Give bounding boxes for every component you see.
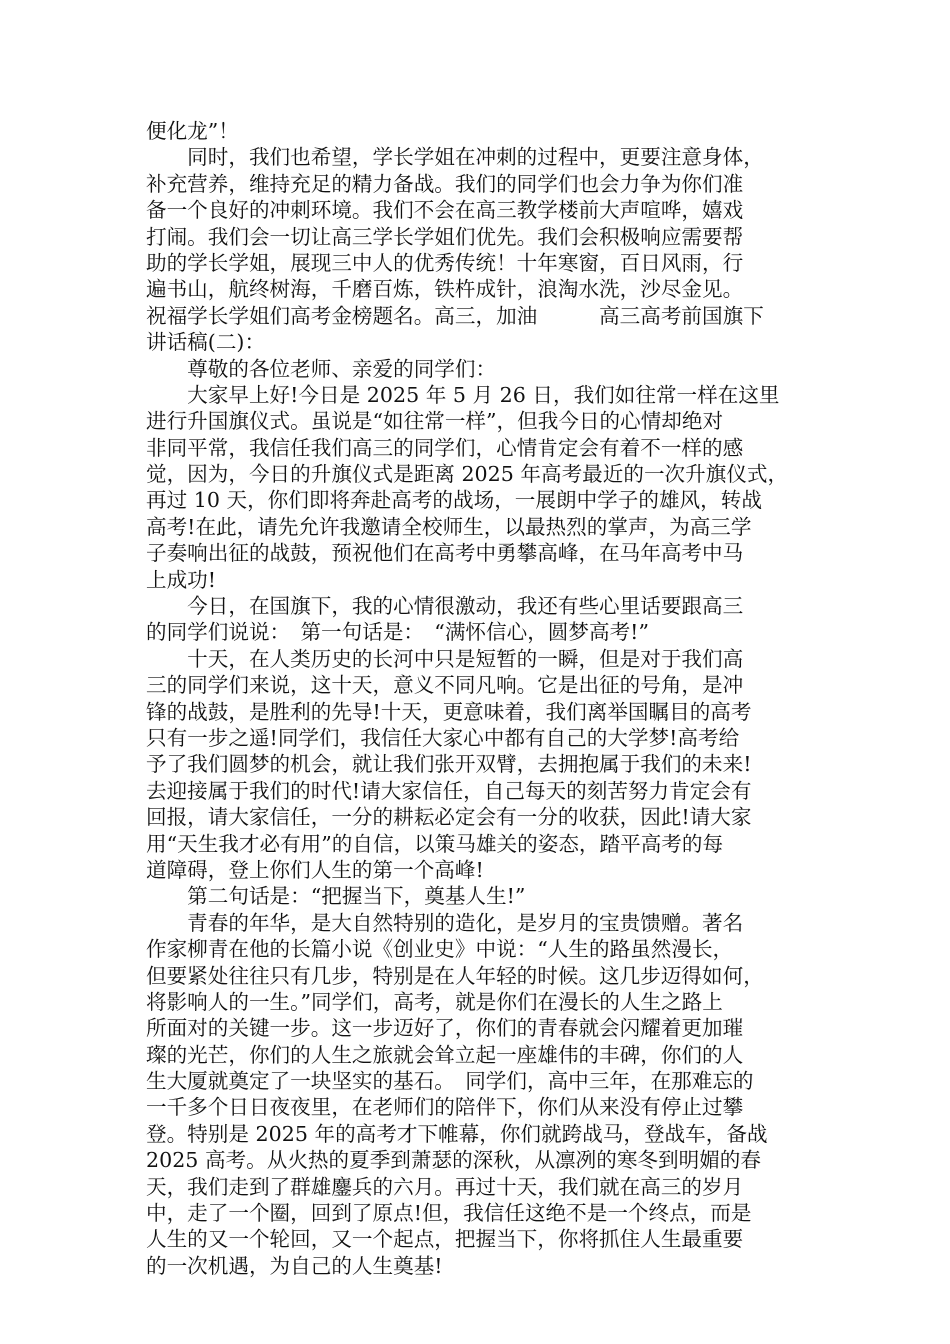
text-line: 的同学们说说： 第一句话是： “满怀信心，圆梦高考!” — [146, 620, 649, 645]
text-line: 璨的光芒，你们的人生之旅就会耸立起一座雄伟的丰碑，你们的人 — [146, 1042, 744, 1067]
text-line: 只有一步之遥!同学们，我信任大家心中都有自己的大学梦!高考给 — [146, 725, 740, 750]
text-line: 讲话稿(二)： — [146, 330, 266, 355]
document-body — [146, 118, 806, 1279]
text-line: 中，走了一个圈，回到了原点!但，我信任这绝不是一个终点，而是 — [146, 1201, 752, 1226]
text-line: 所面对的关键一步。这一步迈好了，你们的青春就会闪耀着更加璀 — [146, 1016, 744, 1041]
text-line: 非同平常，我信任我们高三的同学们，心情肯定会有着不一样的感 — [146, 435, 744, 460]
text-line: 同时，我们也希望，学长学姐在冲刺的过程中，更要注意身体， — [146, 145, 764, 170]
text-line: 大家早上好!今日是 2025 年 5 月 26 日，我们如往常一样在这里 — [146, 382, 780, 407]
text-line: 2025 高考。从火热的夏季到萧瑟的深秋，从凛冽的寒冬到明媚的春 — [146, 1148, 761, 1173]
text-line: 生大厦就奠定了一块坚实的基石。 同学们，高中三年，在那难忘的 — [146, 1069, 754, 1094]
text-line: 打闹。我们会一切让高三学长学姐们优先。我们会积极响应需要帮 — [146, 224, 744, 249]
text-line: 助的学长学姐，展现三中人的优秀传统！十年寒窗，百日风雨，行 — [146, 250, 744, 275]
text-line: 遍书山，航终树海，千磨百炼，铁杵成针，浪淘水洗，沙尽金见。 — [146, 277, 744, 302]
text-line: 尊敬的各位老师、亲爱的同学们： — [146, 356, 497, 381]
text-line: 再过 10 天，你们即将奔赴高考的战场，一展朗中学子的雄风，转战 — [146, 488, 762, 513]
text-line: 今日，在国旗下，我的心情很激动，我还有些心里话要跟高三 — [146, 594, 744, 619]
text-line: 作家柳青在他的长篇小说《创业史》中说：“人生的路虽然漫长， — [146, 937, 734, 962]
text-line: 备一个良好的冲刺环境。我们不会在高三教学楼前大声喧哗，嬉戏 — [146, 198, 744, 223]
text-line: 三的同学们来说，这十天，意义不同凡响。它是出征的号角，是冲 — [146, 673, 744, 698]
text-line: 一千多个日日夜夜里，在老师们的陪伴下，你们从来没有停止过攀 — [146, 1095, 744, 1120]
text-line: 高考!在此，请先允许我邀请全校师生，以最热烈的掌声，为高三学 — [146, 514, 752, 539]
text-line: 登。特别是 2025 年的高考才下帷幕，你们就跨战马，登战车，备战 — [146, 1121, 768, 1146]
text-line: 第二句话是：“把握当下，奠基人生!” — [146, 884, 526, 909]
text-line: 用“天生我才必有用”的自信，以策马雄关的姿态，踏平高考的每 — [146, 831, 724, 856]
text-line: 天，我们走到了群雄鏖兵的六月。再过十天，我们就在高三的岁月 — [146, 1174, 744, 1199]
text-line: 祝福学长学姐们高考金榜题名。高三，加油 高三高考前国旗下 — [146, 303, 764, 328]
text-line: 但要紧处往往只有几步，特别是在人年轻的时候。这几步迈得如何， — [146, 963, 764, 988]
text-line: 锋的战鼓，是胜利的先导!十天，更意味着，我们离举国瞩目的高考 — [146, 699, 752, 724]
text-line: 进行升国旗仪式。虽说是“如往常一样”，但我今日的心情却绝对 — [146, 409, 724, 434]
text-line: 便化龙”！ — [146, 119, 239, 143]
text-line: 补充营养，维持充足的精力备战。我们的同学们也会力争为你们准 — [146, 171, 744, 196]
text-line: 道障碍，登上你们人生的第一个高峰! — [146, 857, 484, 882]
text-line: 的一次机遇，为自己的人生奠基! — [146, 1253, 443, 1278]
text-line: 子奏响出征的战鼓，预祝他们在高考中勇攀高峰，在马年高考中马 — [146, 541, 744, 566]
text-line: 回报，请大家信任，一分的耕耘必定会有一分的收获，因此!请大家 — [146, 805, 752, 830]
text-line: 人生的又一个轮回，又一个起点，把握当下，你将抓住人生最重要 — [146, 1227, 744, 1252]
text-line: 上成功! — [146, 567, 217, 592]
text-line: 十天，在人类历史的长河中只是短暂的一瞬，但是对于我们高 — [146, 646, 744, 671]
text-line: 觉，因为，今日的升旗仪式是距离 2025 年高考最近的一次升旗仪式， — [146, 462, 789, 487]
text-line: 将影响人的一生。”同学们，高考，就是你们在漫长的人生之路上 — [146, 989, 723, 1014]
text-line: 予了我们圆梦的机会，就让我们张开双臂，去拥抱属于我们的未来! — [146, 752, 752, 777]
text-line: 青春的年华，是大自然特别的造化，是岁月的宝贵馈赠。著名 — [146, 910, 744, 935]
text-line: 去迎接属于我们的时代!请大家信任，自己每天的刻苦努力肯定会有 — [146, 778, 752, 803]
